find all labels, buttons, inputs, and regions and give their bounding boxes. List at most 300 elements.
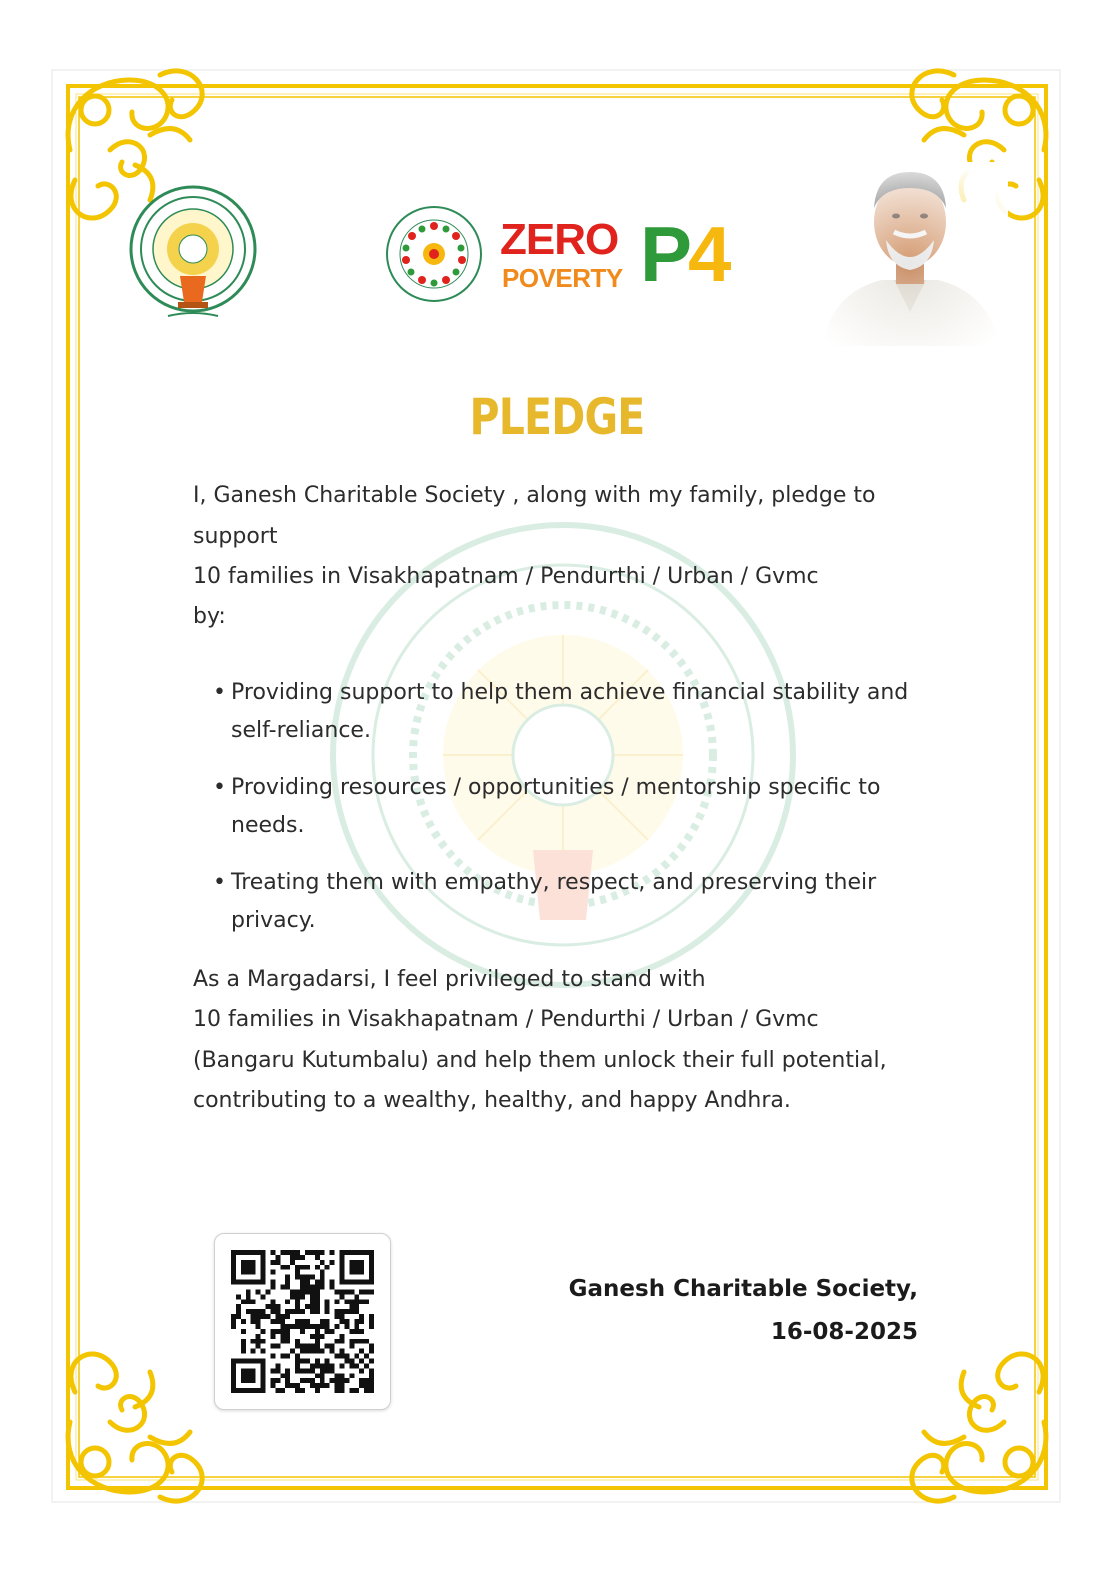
qr-module xyxy=(354,1363,359,1368)
qr-module xyxy=(305,1324,310,1329)
qr-module xyxy=(359,1358,364,1363)
qr-module xyxy=(359,1378,364,1383)
p4-mark xyxy=(640,210,728,298)
qr-module xyxy=(261,1294,266,1299)
qr-module xyxy=(256,1339,261,1344)
ap-emblem-icon xyxy=(128,184,258,324)
p4-letter: P xyxy=(640,210,689,298)
qr-module xyxy=(285,1314,290,1319)
qr-module xyxy=(330,1260,335,1265)
qr-module xyxy=(359,1349,364,1354)
qr-module xyxy=(364,1354,369,1359)
qr-module xyxy=(256,1289,261,1294)
qr-module xyxy=(369,1358,374,1363)
qr-module xyxy=(270,1344,275,1349)
intro-line-2: support xyxy=(193,524,278,549)
qr-module xyxy=(315,1324,320,1329)
qr-module xyxy=(335,1373,340,1378)
qr-module xyxy=(325,1299,330,1304)
qr-module xyxy=(339,1334,344,1339)
qr-module xyxy=(270,1319,275,1324)
qr-module xyxy=(364,1289,369,1294)
qr-module xyxy=(295,1250,300,1255)
qr-module xyxy=(236,1304,241,1309)
qr-module xyxy=(290,1309,295,1314)
qr-module xyxy=(310,1344,315,1349)
qr-module xyxy=(315,1349,320,1354)
qr-module xyxy=(261,1309,266,1314)
qr-module xyxy=(339,1314,344,1319)
qr-module xyxy=(330,1368,335,1373)
qr-module xyxy=(300,1265,305,1270)
qr-module xyxy=(295,1319,300,1324)
qr-module xyxy=(335,1289,340,1294)
qr-module xyxy=(270,1329,275,1334)
qr-module xyxy=(344,1324,349,1329)
qr-module xyxy=(325,1309,330,1314)
qr-module xyxy=(310,1383,315,1388)
qr-module xyxy=(305,1344,310,1349)
qr-module xyxy=(300,1329,305,1334)
qr-module xyxy=(325,1363,330,1368)
qr-module xyxy=(305,1304,310,1309)
qr-module xyxy=(359,1368,364,1373)
qr-module xyxy=(310,1334,315,1339)
qr-module xyxy=(315,1309,320,1314)
qr-module xyxy=(256,1344,261,1349)
qr-module xyxy=(339,1383,344,1388)
qr-module xyxy=(325,1368,330,1373)
qr-module xyxy=(359,1289,364,1294)
qr-module xyxy=(364,1363,369,1368)
signatory-name: Ganesh Charitable Society, xyxy=(568,1276,918,1302)
qr-module xyxy=(369,1383,374,1388)
qr-module xyxy=(349,1373,354,1378)
pledge-bullet xyxy=(213,674,933,750)
qr-module xyxy=(295,1358,300,1363)
qr-module xyxy=(369,1373,374,1378)
qr-module xyxy=(315,1344,320,1349)
bullet-dot-icon: • xyxy=(213,680,226,705)
qr-module xyxy=(285,1383,290,1388)
qr-module xyxy=(285,1309,290,1314)
qr-module xyxy=(300,1358,305,1363)
qr-module xyxy=(335,1388,340,1393)
qr-module xyxy=(320,1270,325,1275)
qr-module xyxy=(320,1368,325,1373)
closing-line-3: (Bangaru Kutumbalu) and help them unlock their full potential, xyxy=(193,1048,887,1073)
qr-module xyxy=(325,1265,330,1270)
qr-module xyxy=(349,1358,354,1363)
qr-module xyxy=(300,1344,305,1349)
qr-module xyxy=(325,1329,330,1334)
qr-module xyxy=(354,1294,359,1299)
qr-module xyxy=(256,1319,261,1324)
qr-module xyxy=(369,1349,374,1354)
qr-module xyxy=(295,1344,300,1349)
qr-module xyxy=(320,1250,325,1255)
qr-module xyxy=(270,1285,275,1290)
pledge-bullet-list xyxy=(213,674,933,959)
qr-module xyxy=(335,1378,340,1383)
qr-module xyxy=(285,1324,290,1329)
qr-module xyxy=(320,1260,325,1265)
qr-module xyxy=(335,1309,340,1314)
qr-module xyxy=(330,1363,335,1368)
qr-module xyxy=(364,1299,369,1304)
qr-module xyxy=(344,1299,349,1304)
qr-module xyxy=(344,1358,349,1363)
qr-module xyxy=(354,1339,359,1344)
qr-module xyxy=(295,1304,300,1309)
qr-module xyxy=(285,1339,290,1344)
qr-module xyxy=(310,1289,315,1294)
qr-module xyxy=(325,1344,330,1349)
qr-module xyxy=(275,1309,280,1314)
qr-module xyxy=(339,1339,344,1344)
pledge-bullet xyxy=(213,864,933,940)
qr-module xyxy=(335,1354,340,1359)
qr-module xyxy=(300,1275,305,1280)
qr-module xyxy=(310,1299,315,1304)
qr-module xyxy=(290,1250,295,1255)
qr-module xyxy=(290,1349,295,1354)
qr-module xyxy=(241,1339,246,1344)
qr-code-card[interactable] xyxy=(214,1233,391,1410)
qr-module xyxy=(344,1319,349,1324)
bullet-line: Providing resources / opportunities / mentorship specific to xyxy=(231,775,881,800)
qr-module xyxy=(310,1363,315,1368)
qr-module xyxy=(295,1275,300,1280)
qr-module xyxy=(305,1275,310,1280)
qr-module xyxy=(251,1314,256,1319)
qr-module xyxy=(310,1309,315,1314)
qr-module xyxy=(236,1309,241,1314)
qr-module xyxy=(339,1378,344,1383)
qr-module xyxy=(305,1358,310,1363)
qr-module xyxy=(290,1289,295,1294)
qr-module xyxy=(246,1299,251,1304)
qr-module xyxy=(236,1294,241,1299)
pledge-title: PLEDGE xyxy=(469,388,645,446)
qr-module xyxy=(335,1339,340,1344)
qr-module xyxy=(315,1294,320,1299)
qr-module xyxy=(339,1373,344,1378)
qr-module xyxy=(285,1280,290,1285)
qr-module xyxy=(310,1275,315,1280)
qr-module xyxy=(295,1265,300,1270)
qr-module xyxy=(344,1378,349,1383)
bullet-line: needs. xyxy=(231,813,305,838)
qr-module xyxy=(320,1363,325,1368)
qr-module xyxy=(305,1349,310,1354)
qr-module xyxy=(330,1329,335,1334)
qr-module xyxy=(305,1378,310,1383)
qr-code-icon xyxy=(231,1250,374,1393)
qr-module xyxy=(330,1250,335,1255)
pledge-bullet xyxy=(213,769,933,845)
qr-module xyxy=(300,1319,305,1324)
qr-module xyxy=(305,1285,310,1290)
person-portrait-icon xyxy=(812,162,1008,346)
qr-module xyxy=(310,1378,315,1383)
qr-module xyxy=(300,1378,305,1383)
qr-module xyxy=(359,1319,364,1324)
qr-module xyxy=(295,1368,300,1373)
qr-module xyxy=(315,1358,320,1363)
qr-module xyxy=(241,1299,246,1304)
qr-module xyxy=(241,1349,246,1354)
qr-module xyxy=(320,1349,325,1354)
qr-module xyxy=(300,1289,305,1294)
qr-module xyxy=(330,1378,335,1383)
qr-module xyxy=(290,1383,295,1388)
qr-module xyxy=(315,1299,320,1304)
qr-module xyxy=(369,1368,374,1373)
closing-line-4: contributing to a wealthy, healthy, and happy Andhra. xyxy=(193,1088,791,1113)
qr-finder xyxy=(241,1368,256,1383)
qr-module xyxy=(325,1304,330,1309)
qr-module xyxy=(261,1349,266,1354)
qr-module xyxy=(300,1388,305,1393)
qr-module xyxy=(241,1319,246,1324)
qr-module xyxy=(231,1314,236,1319)
qr-module xyxy=(369,1378,374,1383)
qr-module xyxy=(349,1339,354,1344)
qr-module xyxy=(359,1299,364,1304)
qr-module xyxy=(300,1349,305,1354)
qr-module xyxy=(295,1354,300,1359)
qr-module xyxy=(295,1270,300,1275)
qr-module xyxy=(359,1339,364,1344)
qr-module xyxy=(349,1329,354,1334)
qr-module xyxy=(354,1324,359,1329)
intro-line-4: by: xyxy=(193,604,226,629)
qr-module xyxy=(369,1344,374,1349)
qr-module xyxy=(315,1339,320,1344)
qr-module xyxy=(349,1299,354,1304)
qr-module xyxy=(305,1368,310,1373)
bullet-dot-icon: • xyxy=(213,775,226,800)
qr-module xyxy=(315,1280,320,1285)
qr-module xyxy=(320,1319,325,1324)
qr-module xyxy=(280,1339,285,1344)
qr-module xyxy=(354,1309,359,1314)
qr-module xyxy=(320,1324,325,1329)
qr-module xyxy=(300,1294,305,1299)
qr-module xyxy=(246,1294,251,1299)
qr-module xyxy=(256,1309,261,1314)
qr-module xyxy=(285,1250,290,1255)
qr-module xyxy=(300,1255,305,1260)
qr-module xyxy=(290,1324,295,1329)
qr-module xyxy=(335,1314,340,1319)
qr-module xyxy=(266,1289,271,1294)
qr-module xyxy=(349,1363,354,1368)
p4-number: 4 xyxy=(688,210,728,298)
qr-module xyxy=(251,1349,256,1354)
qr-module xyxy=(344,1354,349,1359)
qr-module xyxy=(236,1314,241,1319)
qr-module xyxy=(295,1324,300,1329)
qr-module xyxy=(280,1314,285,1319)
qr-module xyxy=(280,1250,285,1255)
qr-module xyxy=(369,1324,374,1329)
qr-module xyxy=(285,1354,290,1359)
qr-module xyxy=(246,1289,251,1294)
qr-module xyxy=(275,1255,280,1260)
qr-module xyxy=(310,1304,315,1309)
qr-module xyxy=(354,1354,359,1359)
qr-module xyxy=(270,1304,275,1309)
qr-module xyxy=(290,1294,295,1299)
portrait-photo xyxy=(812,162,1008,346)
qr-module xyxy=(295,1383,300,1388)
qr-module xyxy=(256,1314,261,1319)
qr-module xyxy=(285,1368,290,1373)
qr-module xyxy=(295,1309,300,1314)
qr-module xyxy=(280,1354,285,1359)
qr-module xyxy=(310,1250,315,1255)
intro-line-1: I, Ganesh Charitable Society , along with my family, pledge to xyxy=(193,483,876,508)
qr-module xyxy=(261,1314,266,1319)
qr-module xyxy=(280,1329,285,1334)
qr-module xyxy=(295,1339,300,1344)
qr-module xyxy=(275,1314,280,1319)
qr-module xyxy=(270,1368,275,1373)
bullet-line: Treating them with empathy, respect, and preserving their xyxy=(231,870,877,895)
qr-module xyxy=(310,1285,315,1290)
qr-module xyxy=(275,1344,280,1349)
qr-module xyxy=(315,1329,320,1334)
qr-module xyxy=(325,1383,330,1388)
closing-line-1: As a Margadarsi, I feel privileged to stand with xyxy=(193,967,706,992)
qr-module xyxy=(280,1265,285,1270)
qr-module xyxy=(320,1280,325,1285)
qr-module xyxy=(270,1260,275,1265)
qr-module xyxy=(305,1289,310,1294)
qr-module xyxy=(354,1304,359,1309)
qr-module xyxy=(335,1299,340,1304)
qr-module xyxy=(275,1304,280,1309)
qr-module xyxy=(256,1324,261,1329)
closing-line-2: 10 families in Visakhapatnam / Pendurthi / Urban / Gvmc xyxy=(193,1007,819,1032)
qr-module xyxy=(305,1319,310,1324)
qr-module xyxy=(285,1378,290,1383)
qr-module xyxy=(285,1373,290,1378)
qr-module xyxy=(349,1344,354,1349)
bullet-line: Providing support to help them achieve financial stability and xyxy=(231,680,909,705)
qr-module xyxy=(275,1260,280,1265)
qr-module xyxy=(330,1349,335,1354)
qr-module xyxy=(251,1299,256,1304)
qr-module xyxy=(241,1329,246,1334)
qr-module xyxy=(275,1363,280,1368)
qr-module xyxy=(315,1383,320,1388)
qr-module xyxy=(270,1334,275,1339)
qr-module xyxy=(344,1289,349,1294)
qr-module xyxy=(275,1378,280,1383)
qr-module xyxy=(364,1388,369,1393)
bullet-dot-icon: • xyxy=(213,870,226,895)
qr-module xyxy=(285,1299,290,1304)
qr-module xyxy=(300,1324,305,1329)
qr-module xyxy=(310,1349,315,1354)
qr-module xyxy=(300,1280,305,1285)
qr-module xyxy=(325,1319,330,1324)
qr-module xyxy=(354,1319,359,1324)
qr-module xyxy=(349,1309,354,1314)
qr-module xyxy=(305,1265,310,1270)
qr-module xyxy=(335,1324,340,1329)
qr-module xyxy=(325,1324,330,1329)
bullet-line: privacy. xyxy=(231,908,316,933)
qr-module xyxy=(339,1319,344,1324)
qr-module xyxy=(285,1334,290,1339)
qr-module xyxy=(315,1363,320,1368)
qr-module xyxy=(256,1334,261,1339)
qr-module xyxy=(280,1319,285,1324)
qr-module xyxy=(369,1314,374,1319)
qr-module xyxy=(320,1378,325,1383)
qr-module xyxy=(280,1324,285,1329)
qr-module xyxy=(320,1373,325,1378)
qr-module xyxy=(339,1309,344,1314)
qr-module xyxy=(270,1299,275,1304)
qr-module xyxy=(305,1280,310,1285)
qr-module xyxy=(315,1334,320,1339)
qr-module xyxy=(251,1319,256,1324)
ap-emblem-logo xyxy=(128,184,258,324)
qr-module xyxy=(359,1314,364,1319)
qr-module xyxy=(305,1250,310,1255)
qr-module xyxy=(295,1255,300,1260)
qr-module xyxy=(315,1388,320,1393)
qr-module xyxy=(330,1344,335,1349)
qr-module xyxy=(320,1383,325,1388)
qr-module xyxy=(231,1319,236,1324)
qr-module xyxy=(270,1354,275,1359)
qr-module xyxy=(285,1275,290,1280)
qr-module xyxy=(339,1354,344,1359)
qr-module xyxy=(300,1309,305,1314)
qr-module xyxy=(280,1285,285,1290)
qr-module xyxy=(266,1304,271,1309)
qr-module xyxy=(339,1388,344,1393)
qr-module xyxy=(270,1250,275,1255)
qr-module xyxy=(275,1388,280,1393)
qr-module xyxy=(241,1344,246,1349)
qr-module xyxy=(300,1368,305,1373)
qr-module xyxy=(359,1383,364,1388)
qr-module xyxy=(310,1324,315,1329)
qr-module xyxy=(246,1309,251,1314)
qr-module xyxy=(275,1329,280,1334)
qr-module xyxy=(310,1368,315,1373)
qr-module xyxy=(270,1280,275,1285)
qr-module xyxy=(349,1388,354,1393)
poverty-label: POVERTY xyxy=(502,263,623,293)
intro-line-3: 10 families in Visakhapatnam / Pendurthi / Urban / Gvmc xyxy=(193,564,819,589)
qr-module xyxy=(354,1299,359,1304)
qr-module xyxy=(369,1289,374,1294)
qr-module xyxy=(295,1294,300,1299)
zero-label: ZERO xyxy=(500,215,619,264)
qr-module xyxy=(266,1314,271,1319)
qr-module xyxy=(339,1363,344,1368)
qr-module xyxy=(339,1349,344,1354)
qr-module xyxy=(354,1329,359,1334)
